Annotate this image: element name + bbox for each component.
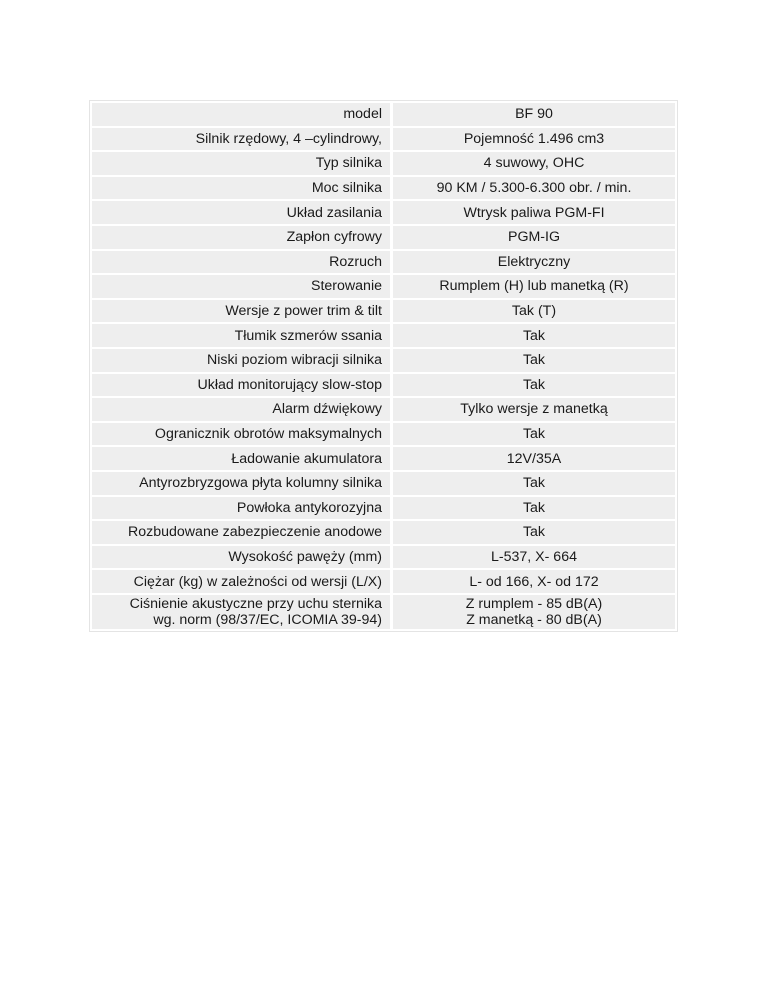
row-label: Rozbudowane zabezpieczenie anodowe [92,521,390,544]
table-row [92,226,675,249]
row-value-line: Z rumplem - 85 dB(A) [465,595,603,612]
row-value: 12V/35A [393,447,675,470]
table-row [92,251,675,274]
row-value: Tak [393,349,675,372]
row-value: Tak [393,324,675,347]
table-row [92,275,675,298]
table-row [92,398,675,421]
table-row [92,595,675,629]
table-row [92,177,675,200]
row-label: Niski poziom wibracji silnika [92,349,390,372]
row-label: Silnik rzędowy, 4 –cylindrowy, [92,128,390,151]
table-row [92,128,675,151]
row-label: Typ silnika [92,152,390,175]
row-label: Sterowanie [92,275,390,298]
table-row [92,570,675,593]
row-value: Tylko wersje z manetką [393,398,675,421]
row-label-line: Ciśnienie akustyczne przy uchu sternika [129,595,382,612]
table-row [92,472,675,495]
row-value: Tak [393,374,675,397]
table-row [92,103,675,126]
row-label: Ogranicznik obrotów maksymalnych [92,423,390,446]
row-value: Elektryczny [393,251,675,274]
row-value: Tak [393,423,675,446]
row-label: Ładowanie akumulatora [92,447,390,470]
row-label: Wysokość pawęży (mm) [92,546,390,569]
row-value: L-537, X- 664 [393,546,675,569]
row-value: Tak [393,472,675,495]
row-label: Tłumik szmerów ssania [92,324,390,347]
row-label: Powłoka antykorozyjna [92,497,390,520]
table-row [92,447,675,470]
table-row [92,300,675,323]
row-label: Ciężar (kg) w zależności od wersji (L/X) [92,570,390,593]
table-row [92,349,675,372]
row-label: Moc silnika [92,177,390,200]
row-value: Wtrysk paliwa PGM-FI [393,201,675,224]
table-row [92,546,675,569]
table-row [92,521,675,544]
row-label-line: wg. norm (98/37/EC, ICOMIA 39-94) [153,611,382,628]
row-value: Tak [393,497,675,520]
row-value: Tak (T) [393,300,675,323]
table-row [92,324,675,347]
row-label: Alarm dźwiękowy [92,398,390,421]
row-value: 90 KM / 5.300-6.300 obr. / min. [393,177,675,200]
row-label: Rozruch [92,251,390,274]
row-label: Układ monitorujący slow-stop [92,374,390,397]
row-value-line: Z manetką - 80 dB(A) [466,611,602,628]
row-value: PGM-IG [393,226,675,249]
table-row [92,374,675,397]
row-label: Wersje z power trim & tilt [92,300,390,323]
table-row [92,423,675,446]
row-label: model [92,103,390,126]
row-value: BF 90 [393,103,675,126]
row-value: Pojemność 1.496 cm3 [393,128,675,151]
row-label: Zapłon cyfrowy [92,226,390,249]
row-label: Antyrozbryzgowa płyta kolumny silnika [92,472,390,495]
row-label: Układ zasilania [92,201,390,224]
row-value: 4 suwowy, OHC [393,152,675,175]
table-row [92,152,675,175]
row-value: L- od 166, X- od 172 [393,570,675,593]
table-row [92,201,675,224]
row-value: Rumplem (H) lub manetką (R) [393,275,675,298]
row-value [393,595,675,629]
table-row [92,497,675,520]
row-label [92,595,390,629]
row-value: Tak [393,521,675,544]
spec-table [89,100,678,632]
